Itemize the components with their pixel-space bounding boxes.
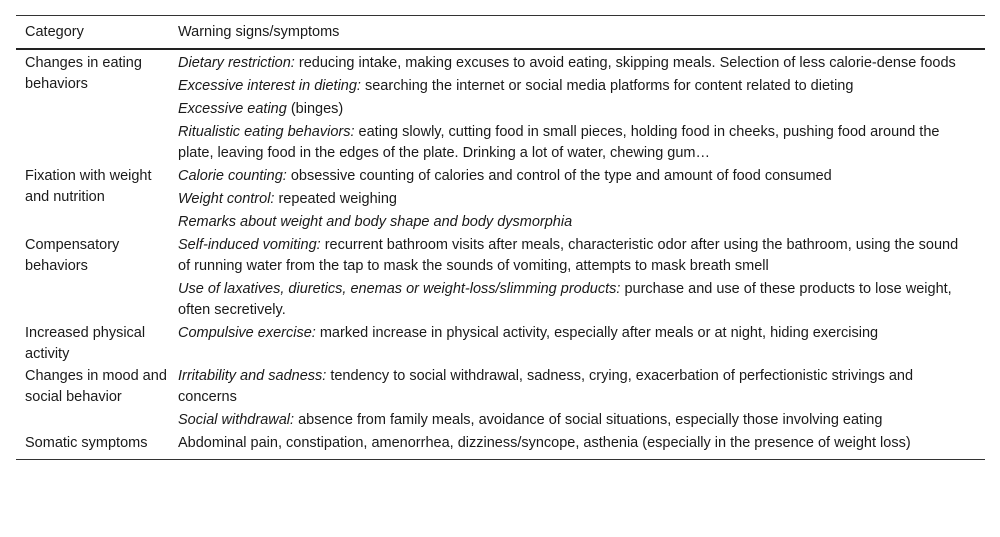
- category-cell: Changes in eating behaviors: [25, 55, 142, 92]
- sign-entry: [178, 98, 965, 121]
- sign-term: Weight control:: [178, 191, 275, 207]
- sign-description: eating slowly, cutting food in small pieces, holding food in cheeks, pushing food around the plate, leaving food in the edges of the plate. Drinking a lot of water, chewing gum…: [178, 124, 940, 161]
- sign-entry: [178, 365, 965, 409]
- sign-description: tendency to social withdrawal, sadness, crying, exacerbation of perfectionistic strivings and concerns: [178, 368, 914, 405]
- sign-description: absence from family meals, avoidance of social situations, especially those involving eating: [294, 412, 883, 428]
- category-cell: Increased physical activity: [25, 325, 146, 362]
- category-cell: Changes in mood and social behavior: [25, 368, 167, 405]
- signs-cell: [178, 432, 985, 455]
- signs-cell: [178, 322, 985, 345]
- category-cell: Fixation with weight and nutrition: [25, 168, 152, 205]
- category-cell: Compensatory behaviors: [25, 237, 120, 274]
- sign-term: Remarks about weight and body shape and body dysmorphia: [178, 214, 573, 230]
- sign-term: Dietary restriction:: [178, 55, 295, 71]
- sign-entry: [178, 322, 965, 345]
- category-cell: Somatic symptoms: [25, 435, 148, 451]
- signs-cell: [178, 52, 985, 165]
- sign-term: Calorie counting:: [178, 168, 287, 184]
- sign-entry: [178, 121, 965, 165]
- table-row: [16, 432, 985, 455]
- sign-term: Compulsive exercise:: [178, 325, 316, 341]
- table-body: [16, 50, 985, 459]
- sign-term: Ritualistic eating behaviors:: [178, 124, 355, 140]
- sign-description: repeated weighing: [274, 191, 397, 207]
- sign-description: obsessive counting of calories and control of the type and amount of food consumed: [286, 168, 832, 184]
- sign-term: Excessive interest in dieting:: [178, 78, 361, 94]
- sign-description: recurrent bathroom visits after meals, characteristic odor after using the bathroom, using the sound of running water from the tap to mask the sounds of vomiting, attempts to mask breath smell: [178, 237, 959, 274]
- table-row: [16, 234, 985, 322]
- table-bottom-rule: [16, 459, 985, 460]
- sign-description: Abdominal pain, constipation, amenorrhea, dizziness/syncope, asthenia (especially in the presence of weight loss): [178, 435, 911, 451]
- sign-entry: [178, 234, 965, 278]
- sign-description: reducing intake, making excuses to avoid eating, skipping meals. Selection of less calorie-dense foods: [294, 55, 956, 71]
- signs-cell: [178, 165, 985, 234]
- table-row: [16, 165, 985, 234]
- warning-signs-table: [16, 15, 985, 460]
- sign-entry: [178, 188, 965, 211]
- header-warning-signs: Warning signs/symptoms: [178, 23, 340, 40]
- sign-description: purchase and use of these products to lose weight, often secretively.: [178, 281, 952, 318]
- sign-description: marked increase in physical activity, especially after meals or at night, hiding exercising: [315, 325, 879, 341]
- table-row: [16, 365, 985, 432]
- table-row: [16, 52, 985, 165]
- sign-entry: [178, 211, 965, 234]
- sign-description: (binges): [286, 101, 344, 117]
- sign-entry: [178, 432, 965, 455]
- sign-entry: [178, 75, 965, 98]
- table-row: [16, 322, 985, 365]
- sign-entry: [178, 52, 965, 75]
- sign-term: Excessive eating: [178, 101, 287, 117]
- sign-entry: [178, 409, 965, 432]
- table-header-row: [16, 16, 985, 48]
- signs-cell: [178, 234, 985, 322]
- header-category: Category: [25, 23, 84, 40]
- signs-cell: [178, 365, 985, 432]
- sign-description: searching the internet or social media platforms for content related to dieting: [360, 78, 854, 94]
- sign-entry: [178, 278, 965, 322]
- sign-term: Self-induced vomiting:: [178, 237, 321, 253]
- sign-term: Irritability and sadness:: [178, 368, 327, 384]
- sign-entry: [178, 165, 965, 188]
- sign-term: Social withdrawal:: [178, 412, 295, 428]
- sign-term: Use of laxatives, diuretics, enemas or weight-loss/slimming products:: [178, 281, 621, 297]
